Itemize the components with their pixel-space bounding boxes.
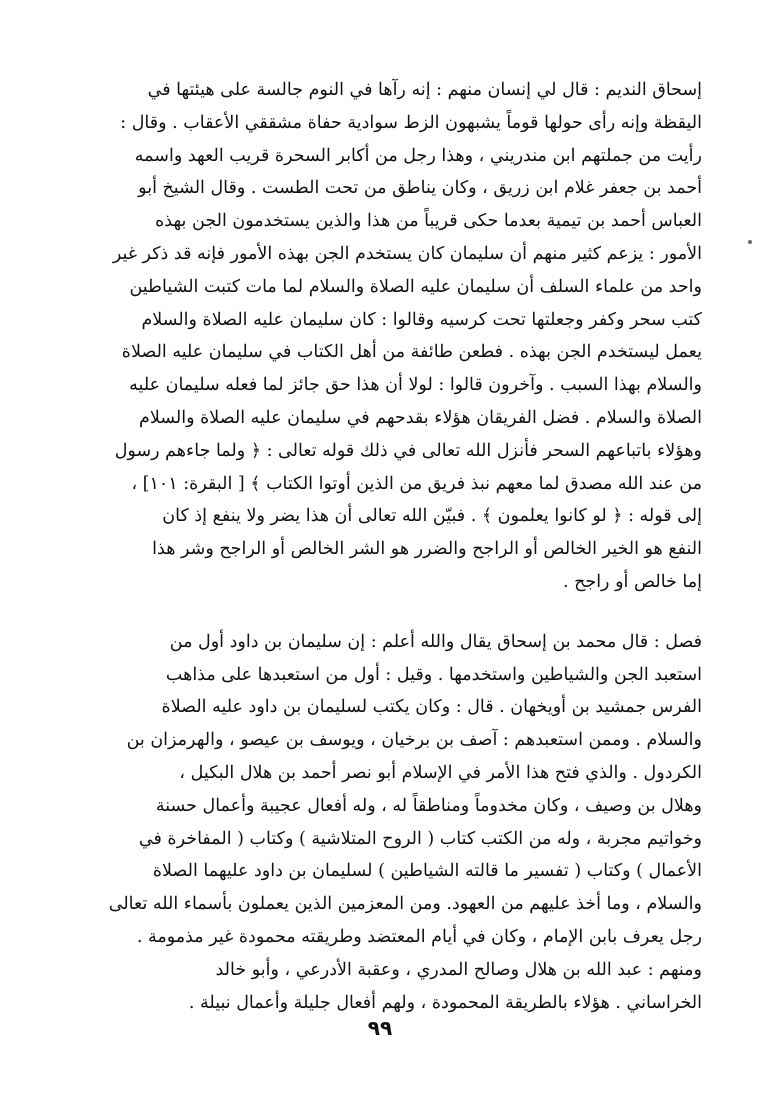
- paragraph-1-line: إسحاق النديم : قال لي إنسان منهم : إنه رآها في النوم جالسة على هيئتها في: [147, 80, 702, 100]
- paragraph-1-line: إلى قوله : ﴿ لو كانوا يعلمون ﴾ . فبيّن الله تعالى أن هذا يضر ولا ينفع إذ كان: [162, 506, 702, 527]
- paragraph-1-line: النفع هو الخير الخالص أو الراجح والضرر هو الشر الخالص أو الراجح وشر هذا: [152, 539, 702, 560]
- paragraph-2-line: الكردول . والذي فتح هذا الأمر في الإسلام أبو نصر أحمد بن هلال البكيل ،: [179, 762, 702, 783]
- paragraph-1-line: وهؤلاء باتباعهم السحر فأنزل الله تعالى في ذلك قوله تعالى : ﴿ ولما جاءهم رسول: [114, 440, 702, 461]
- paragraph-2-line: الأعمال ) وكتاب ( تفسير ما قالته الشياطين ) لسليمان بن داود عليهما الصلاة: [152, 861, 702, 882]
- paragraph-1-line: اليقظة وإنه رأى حولها قوماً يشبهون الزط سوادية حفاة مشققي الأعقاب . وقال :: [120, 112, 702, 133]
- scan-speck: [748, 240, 752, 244]
- paragraph-1-line: والسلام بهذا السبب . وآخرون قالوا : لولا أن هذا حق جائز لما فعله سليمان عليه: [129, 375, 702, 396]
- paragraph-2-line: والسلام ، وما أخذ عليهم من العهود. ومن المعزمين الذين يعملون بأسماء الله تعالى: [108, 894, 702, 915]
- paragraph-2-line: رجل يعرف بابن الإمام ، وكان في أيام المعتضد وطريقته محمودة غير مذمومة .: [136, 926, 702, 947]
- paragraph-2-line: وخواتيم مجربة ، وله من الكتب كتاب ( الروح المتلاشية ) وكتاب ( المفاخرة في: [138, 828, 702, 849]
- paragraph-2-line: والسلام . وممن استعبدهم : آصف بن برخيان ، ويوسف بن عيصو ، والهرمزان بن: [126, 730, 702, 751]
- paragraph-1-line: يعمل ليستخدم الجن بهذه . فطعن طائفة من أهل الكتاب في سليمان عليه الصلاة: [121, 342, 702, 363]
- paragraph-1-line: كتب سحر وكفر وجعلتها تحت كرسيه وقالوا : كان سليمان عليه الصلاة والسلام: [141, 309, 702, 330]
- page-number: ٩٩: [367, 1016, 393, 1040]
- page-body: [92, 74, 702, 1019]
- paragraph-2: [92, 626, 702, 1020]
- paragraph-2-line: استعبد الجن والشياطين واستخدمها . وقيل : أول من استعبدها على مذاهب: [165, 664, 702, 685]
- paragraph-1-line: إما خالص أو راجح .: [562, 571, 702, 592]
- paragraph-1-line: واحد من علماء السلف أن سليمان عليه الصلاة والسلام لما مات كتبت الشياطين: [129, 276, 702, 297]
- paragraph-2-line: فصل : قال محمد بن إسحاق يقال والله أعلم : إن سليمان بن داود أول من: [169, 631, 702, 652]
- paragraph-1-line: الصلاة والسلام . فضل الفريقان هؤلاء بقدحهم في سليمان عليه الصلاة والسلام: [139, 407, 702, 428]
- paragraph-1-line: أحمد بن جعفر غلام ابن زريق ، وكان يناطق من تحت الطست . وقال الشيخ أبو: [138, 178, 702, 199]
- paragraph-1-line: رأيت من جملتهم ابن مندريني ، وهذا رجل من أكابر السحرة قريب العهد واسمه: [134, 145, 702, 166]
- paragraph-2-line: الفرس جمشيد بن أويخهان . قال : وكان يكتب لسليمان بن داود عليه الصلاة: [161, 697, 702, 718]
- paragraph-2-line: وهلال بن وصيف ، وكان مخدوماً ومناطقاً له ، وله أفعال عجيبة وأعمال حسنة: [155, 795, 702, 816]
- paragraph-1-line: العباس أحمد بن تيمية بعدما حكى قريباً من هذا والذين يستخدمون الجن بهذه: [155, 211, 702, 232]
- paragraph-1-line: من عند الله مصدق لما معهم نبذ فريق من الذين أوتوا الكتاب ﴾ [ البقرة: ١٠١] ،: [131, 473, 702, 494]
- paragraph-2-line: ومنهم : عبد الله بن هلال وصالح المدري ، وعقبة الأدرعي ، وأبو خالد: [215, 959, 702, 980]
- paragraph-2-line: الخراساني . هؤلاء بالطريقة المحمودة ، ولهم أفعال جليلة وأعمال نبيلة .: [188, 992, 702, 1013]
- paragraph-1-line: الأمور : يزعم كثير منهم أن سليمان كان يستخدم الجن بهذه الأمور فإنه قد ذكر غير: [112, 243, 702, 264]
- paragraph-1: [92, 74, 702, 599]
